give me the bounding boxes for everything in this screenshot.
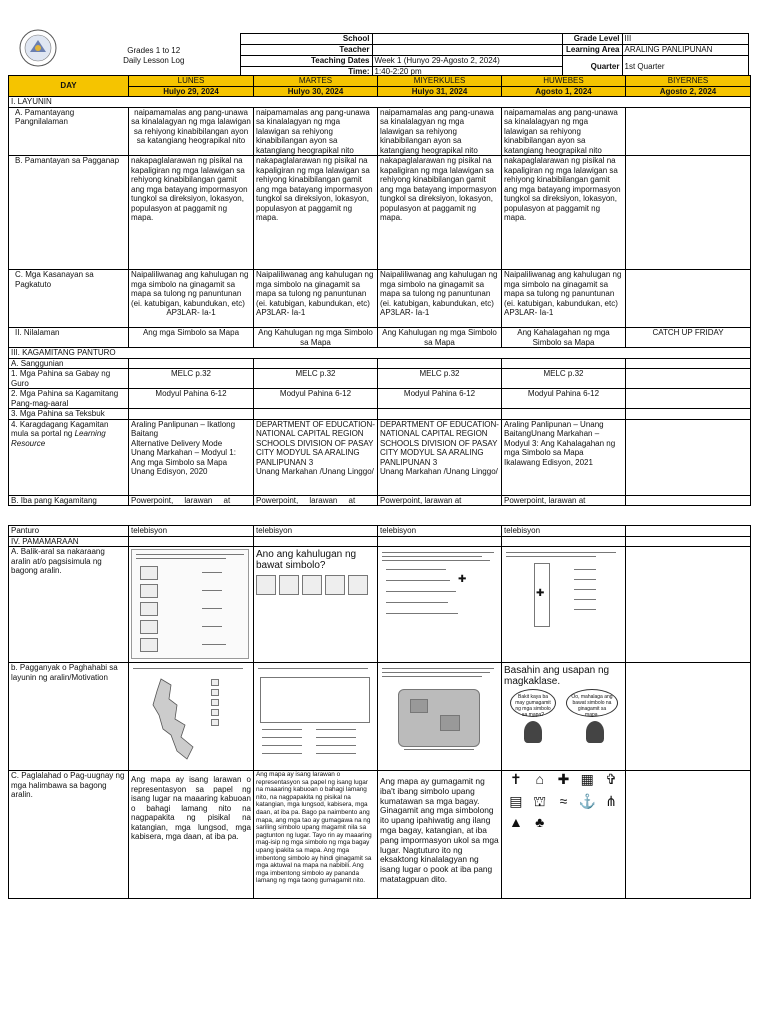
cemetery-icon: ✞ bbox=[605, 771, 617, 787]
section-kagamitang-panturo: III. KAGAMITANG PANTURO bbox=[9, 348, 751, 359]
cell-a-mon: naipamamalas ang pang-unawa sa kinalalagyan ng mga lalawigan sa rehiyong kinabibilangan ayon sa katangiang heograpikal nito bbox=[129, 107, 254, 156]
modyul-wed: Modyul Pahina 6-12 bbox=[378, 389, 502, 409]
town-map-image bbox=[380, 665, 498, 765]
date-tue: Hulyo 30, 2024 bbox=[254, 86, 378, 97]
river-icon: ≈ bbox=[559, 792, 568, 809]
header-table bbox=[8, 33, 749, 78]
row-label-pagganyak: b. Pagganyak o Paghahabi sa layunin ng aralin/Motivation bbox=[9, 663, 129, 771]
market-icon: ▤ bbox=[509, 792, 523, 809]
panturo-label: Panturo bbox=[9, 526, 129, 537]
cell-a-thu: naipamamalas ang pang-unawa sa kinalalagyan ng mga lalawigan sa rehiyong kinabibilangan ayon sa katangiang heograpikal nito bbox=[502, 107, 626, 156]
learning-area-value: ARALING PANLIPUNAN bbox=[622, 45, 748, 56]
dates-value: Week 1 (Hunyo 29-Agosto 2, 2024) bbox=[372, 56, 562, 67]
modyul-thu: Modyul Pahina 6-12 bbox=[502, 389, 626, 409]
symbols-row-image bbox=[256, 575, 375, 595]
procedure-table bbox=[8, 525, 751, 899]
iba-wed: Powerpoint, larawan at bbox=[378, 495, 502, 506]
row-label-karagdagang-kagamitan: 4. Karagdagang Kagamitan mula sa portal ng Learning Resource bbox=[9, 419, 129, 495]
rice-field-icon: ⋔ bbox=[605, 792, 617, 809]
cell-c-mon bbox=[129, 270, 254, 328]
date-mon: Hulyo 29, 2024 bbox=[129, 86, 254, 97]
time-label: Time: bbox=[240, 67, 372, 78]
gabay-mon: MELC p.32 bbox=[129, 369, 254, 389]
pagganyak-tue bbox=[254, 663, 378, 771]
cell-a-fri bbox=[626, 107, 751, 156]
girl-figure bbox=[586, 721, 604, 743]
day-fri: BIYERNES bbox=[626, 76, 751, 87]
row-label-teksbuk: 3. Mga Pahina sa Teksbuk bbox=[9, 409, 129, 420]
iba-thu: Powerpoint, larawan at bbox=[502, 495, 626, 506]
kasanayan-code: AP3LAR- Ia-1 bbox=[256, 308, 306, 317]
row-label-kagamitang-pang-mag-aaral: 2. Mga Pahina sa Kagamitang Pang-mag-aaral bbox=[9, 389, 129, 409]
modyul-mon: Modyul Pahina 6-12 bbox=[129, 389, 254, 409]
grade-level-value: III bbox=[622, 34, 748, 45]
nilalaman-thu: Ang Kahalagahan ng mga Simbolo sa Mapa bbox=[502, 328, 626, 348]
row-label-pamantayang-pangnilalaman: A. Pamantayang Pangnilalaman bbox=[9, 107, 129, 156]
row-label-kasanayan: C. Mga Kasanayan sa Pagkatuto bbox=[9, 270, 129, 328]
hospital-icon: ✚ bbox=[557, 771, 570, 787]
karagdagang-thu: Araling Panlipunan – Unang BaitangUnang Markahan – Modyul 3: Ang Kahalagahan ng mga Simbolo sa Mapa Ikalawang Edisyon, 2021 bbox=[502, 419, 626, 495]
nilalaman-fri: CATCH UP FRIDAY bbox=[626, 328, 751, 348]
karagdagang-mon: Araling Panlipunan – Ikatlong Baitang Alternative Delivery Mode Unang Markahan – Modyul 1: Ang mga Simbolo sa Mapa Unang Edisyon, 2020 bbox=[129, 419, 254, 495]
paglalahad-wed: Ang mapa ay gumagamit ng iba't ibang simbolo upang kumatawan sa mga bagay. Ginagamit ang mga simbolong ito upang ipahiwatig ang ilang mga bagay, katangian, at iba pang impormasyon ukol sa mga lugar. Nagtuturo ito ng eksaktong kinalalagyan ng isang lugar o pook at iba pang matatagpuan dito. bbox=[378, 771, 502, 899]
speech-bubble-right: Oo, mahalaga ang bawat simbolo na ginagamit sa mapa. bbox=[566, 689, 618, 717]
date-thu: Agosto 1, 2024 bbox=[502, 86, 626, 97]
row-label-pamantayan-sa-pagganap: B. Pamantayan sa Pagganap bbox=[9, 156, 129, 270]
paglalahad-tue: Ang mapa ay isang larawan o representasyon sa papel ng isang lugar na maaaring kabuoan o bahagi lamang nito, na nagpapakita ng pisikal na katangian, mga lungsod, kabisera, mga daan, at iba pa. Bago pa naimbento ang mapa, ang mga tao ay gumagawa na ng sariling simbolo upang magamit nila sa pagtunton ng lugar. Tayo rin ay maaaring mag-isip ng mga simbolo ng mga bagay upang ipakita sa mapa. Ang mga imbentong simbolo ay hindi ginagamit sa mga aktuwal na mapa na nabibili. Ang mga imbentong simbolo ay pananda lamang ng mga taong gumagamit nito. bbox=[254, 771, 378, 899]
telebisyon-mon: telebisyon bbox=[129, 526, 254, 537]
port-icon: ⚓ bbox=[578, 792, 596, 809]
cell-c-wed bbox=[378, 270, 502, 328]
time-value: 1:40-2:20 pm bbox=[372, 67, 562, 78]
karagdagang-wed: DEPARTMENT OF EDUCATION-NATIONAL CAPITAL REGION SCHOOLS DIVISION OF PASAY CITY MODYUL SA ARALING PANLIPUNAN 3 Unang Markahan /Unang Linggo/ bbox=[378, 419, 502, 495]
date-wed: Hulyo 31, 2024 bbox=[378, 86, 502, 97]
paglalahad-thu bbox=[502, 771, 626, 899]
learning-area-label: Learning Area bbox=[562, 45, 622, 56]
church-icon: ✝ bbox=[510, 771, 522, 787]
date-fri: Agosto 2, 2024 bbox=[626, 86, 751, 97]
balik-aral-question: Ano ang kahulugan ng bawat simbolo? bbox=[256, 549, 357, 571]
day-mon: LUNES bbox=[129, 76, 254, 87]
mountain-icon: ▲ bbox=[508, 814, 523, 830]
cell-c-tue bbox=[254, 270, 378, 328]
balik-aral-thu bbox=[502, 547, 626, 663]
balik-aral-wed bbox=[378, 547, 502, 663]
row-label-nilalaman: II. Nilalaman bbox=[9, 328, 129, 348]
day-thu: HUWEBES bbox=[502, 76, 626, 87]
gabay-wed: MELC p.32 bbox=[378, 369, 502, 389]
nilalaman-mon: Ang mga Simbolo sa Mapa bbox=[129, 328, 254, 348]
cell-b-mon: nakapaglalarawan ng pisikal na kapaligiran ng mga lalawigan sa rehiyong kinabibilangan gamit ang mga batayang impormasyon tungkol sa direksiyon, lokasyon, populasyon at paggamit ng mapa. bbox=[129, 156, 254, 270]
section-pamamaraan: IV. PAMAMARAAN bbox=[9, 536, 129, 547]
section-layunin: I. LAYUNIN bbox=[9, 97, 751, 108]
building-icon: ▦ bbox=[580, 771, 594, 787]
school-label: School bbox=[240, 34, 372, 45]
cell-b-wed: nakapaglalarawan ng pisikal na kapaligiran ng mga lalawigan sa rehiyong kinabibilangan gamit ang mga batayang impormasyon tungkol sa direksiyon, lokasyon, populasyon at paggamit ng mapa. bbox=[378, 156, 502, 270]
cell-b-thu: nakapaglalarawan ng pisikal na kapaligiran ng mga lalawigan sa rehiyong kinabibilangan gamit ang mga batayang impormasyon tungkol sa direksiyon, lokasyon, populasyon at paggamit ng mapa. bbox=[502, 156, 626, 270]
modyul-tue: Modyul Pahina 6-12 bbox=[254, 389, 378, 409]
kasanayan-text: Naipaliliwanag ang kahulugan ng mga simbolo na ginagamit sa mapa sa tulong ng panuntunan (ei. katubigan, kabundukan, etc) bbox=[256, 270, 374, 308]
kasanayan-code: AP3LAR- Ia-1 bbox=[380, 308, 430, 317]
cross-icon: ✚ bbox=[536, 588, 545, 599]
kasanayan-text: Naipaliliwanag ang kahulugan ng mga simbolo na ginagamit sa mapa sa tulong ng panuntunan (ei. katubigan, kabundukan, etc) bbox=[380, 270, 498, 308]
pagganyak-thu bbox=[502, 663, 626, 771]
balik-aral-tue bbox=[254, 547, 378, 663]
cell-c-thu bbox=[502, 270, 626, 328]
grade-level-label: Grade Level bbox=[562, 34, 622, 45]
dates-label: Teaching Dates bbox=[240, 56, 372, 67]
quarter-label: Quarter bbox=[562, 56, 622, 78]
gabay-tue: MELC p.32 bbox=[254, 369, 378, 389]
school-icon: ⌂ bbox=[535, 771, 544, 787]
lesson-table bbox=[8, 75, 751, 506]
nilalaman-tue: Ang Kahulugan ng mga Simbolo sa Mapa bbox=[254, 328, 378, 348]
karagdagang-tue: DEPARTMENT OF EDUCATION-NATIONAL CAPITAL REGION SCHOOLS DIVISION OF PASAY CITY MODYUL SA ARALING PANLIPUNAN 3 Unang Markahan /Unang Linggo/ bbox=[254, 419, 378, 495]
grades-label: Grades 1 to 12 bbox=[127, 45, 181, 55]
telebisyon-wed: telebisyon bbox=[378, 526, 502, 537]
classmates-dialogue-image bbox=[504, 687, 622, 751]
telebisyon-tue: telebisyon bbox=[254, 526, 378, 537]
plaza-icon: ⛫ bbox=[533, 792, 547, 809]
teacher-value bbox=[372, 45, 562, 56]
kasanayan-text: Naipaliliwanag ang kahulugan ng mga simbolo na ginagamit sa mapa sa tulong ng panuntunan (ei. katubigan, kabundukan, etc) bbox=[504, 270, 622, 308]
cell-a-wed: naipamamalas ang pang-unawa sa kinalalagyan ng mga lalawigan sa rehiyong kinabibilangan ayon sa katangiang heograpikal nito bbox=[378, 107, 502, 156]
kasanayan-code: AP3LAR- Ia-1 bbox=[166, 308, 216, 317]
matching-activity-image bbox=[131, 549, 249, 659]
telebisyon-thu: telebisyon bbox=[502, 526, 626, 537]
pagganyak-wed bbox=[378, 663, 502, 771]
paglalahad-mon: Ang mapa ay isang larawan o representasyon sa papel ng isang lugar na maaaring kabuoan o bahagi lamang nito na nagpapakita ng pisikal na katangian, mga lungsod, mga kabisera, mga daan, at iba pa. bbox=[129, 771, 254, 899]
log-title: Daily Lesson Log bbox=[123, 55, 185, 65]
symbol-matching-image bbox=[504, 549, 622, 629]
pagganyak-mon bbox=[129, 663, 254, 771]
tree-icon: ♣ bbox=[535, 814, 545, 830]
quarter-value: 1st Quarter bbox=[622, 56, 748, 78]
nilalaman-wed: Ang Kahulugan ng mga Simbolo sa Mapa bbox=[378, 328, 502, 348]
philippine-map-image bbox=[131, 665, 249, 765]
cell-c-fri bbox=[626, 270, 751, 328]
school-value bbox=[372, 34, 562, 45]
word-search-image bbox=[256, 665, 374, 765]
pagganyak-instruction: Basahin ang usapan ng magkaklase. bbox=[504, 665, 610, 687]
map-symbols-image bbox=[504, 771, 623, 830]
day-wed: MIYERKULES bbox=[378, 76, 502, 87]
cell-b-tue: nakapaglalarawan ng pisikal na kapaligiran ng mga lalawigan sa rehiyong kinabibilangan gamit ang mga batayang impormasyon tungkol sa direksiyon, lokasyon, populasyon at paggamit ng mapa. bbox=[254, 156, 378, 270]
kasanayan-code: AP3LAR- Ia-1 bbox=[504, 308, 554, 317]
kasanayan-text: Naipaliliwanag ang kahulugan ng mga simbolo na ginagamit sa mapa sa tulong ng panuntunan (ei. katubigan, kabundukan, etc) bbox=[131, 270, 249, 308]
day-label: DAY bbox=[9, 76, 129, 97]
teacher-label: Teacher bbox=[240, 45, 372, 56]
row-label-gabay: 1. Mga Pahina sa Gabay ng Guro bbox=[9, 369, 129, 389]
iba-mon: Powerpoint, larawan at bbox=[129, 495, 254, 506]
day-tue: MARTES bbox=[254, 76, 378, 87]
worksheet-image bbox=[380, 549, 498, 619]
row-label-iba-pang-kagamitan: B. Iba pang Kagamitang bbox=[9, 495, 129, 506]
balik-aral-mon bbox=[129, 547, 254, 663]
speech-bubble-left: Bakit kaya ba may gumagamit ng mga simbolo sa mapa? bbox=[510, 689, 556, 717]
row-label-balik-aral: A. Balik-aral sa nakaraang aralin at/o pagsisimula ng bagong aralin. bbox=[9, 547, 129, 663]
iba-tue: Powerpoint, larawan at bbox=[254, 495, 378, 506]
boy-figure bbox=[524, 721, 542, 743]
row-label-sanggunian: A. Sanggunian bbox=[9, 358, 129, 369]
cross-icon: ✚ bbox=[458, 574, 467, 585]
cell-a-tue: naipamamalas ang pang-unawa sa kinalalagyan ng mga lalawigan sa rehiyong kinabibilangan ayon sa katangiang heograpikal nito bbox=[254, 107, 378, 156]
cell-b-fri bbox=[626, 156, 751, 270]
gabay-thu: MELC p.32 bbox=[502, 369, 626, 389]
row-label-paglalahad: C. Paglalahad o Pag-uugnay ng mga halimbawa sa bagong aralin. bbox=[9, 771, 129, 899]
